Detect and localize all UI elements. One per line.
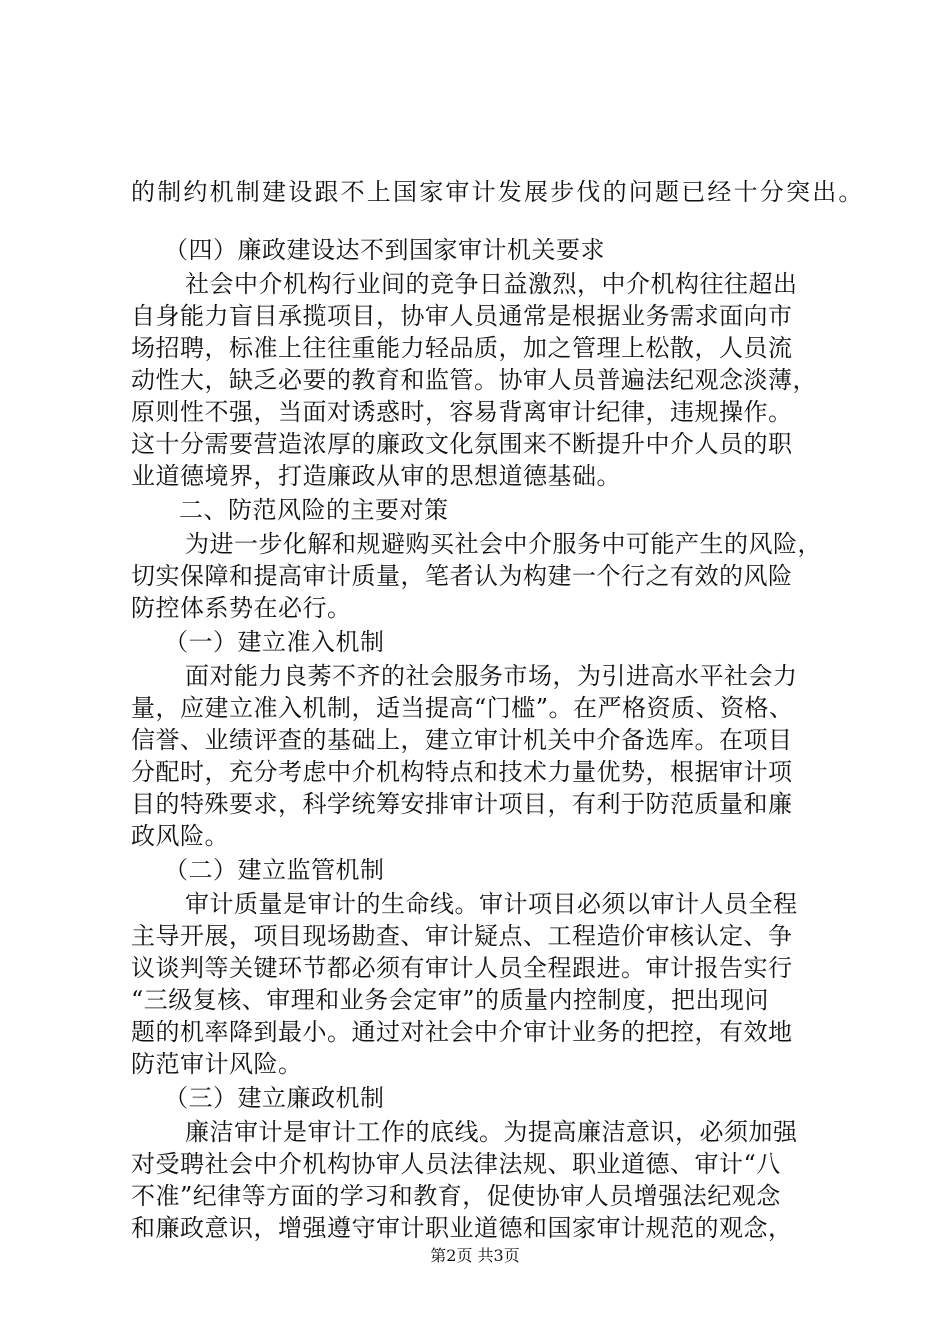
body-line: 切实保障和提高审计质量，笔者认为构建一个行之有效的风险 (131, 562, 793, 590)
body-line: 廉洁审计是审计工作的底线。为提高廉洁意识，必须加强 (185, 1118, 798, 1146)
body-line: 题的机率降到最小。通过对社会中介审计业务的把控，有效地 (131, 1018, 793, 1046)
body-line: 目的特殊要求，科学统筹安排审计项目，有利于防范质量和廉 (131, 790, 793, 818)
body-line: 分配时，充分考虑中介机构特点和技术力量优势，根据审计项 (131, 758, 793, 786)
body-line: 的制约机制建设跟不上国家审计发展步伐的问题已经十分突出。 (131, 178, 865, 206)
body-line: 审计质量是审计的生命线。审计项目必须以审计人员全程 (185, 890, 798, 918)
page-footer: 第2页 共3页 (430, 1246, 520, 1265)
body-line: 社会中介机构行业间的竞争日益激烈，中介机构往往超出 (185, 270, 798, 298)
section-heading: （三）建立廉政机制 (164, 1084, 385, 1112)
body-line: 为进一步化解和规避购买社会中介服务中可能产生的风险， (185, 530, 822, 558)
body-line: 面对能力良莠不齐的社会服务市场，为引进高水平社会力 (185, 662, 798, 690)
body-line: “三级复核、审理和业务会定审”的质量内控制度，把出现问 (131, 986, 770, 1014)
body-line: 信誉、业绩评查的基础上，建立审计机关中介备选库。在项目 (131, 726, 793, 754)
body-line: 量，应建立准入机制，适当提高“门槛”。在严格资质、资格、 (131, 694, 794, 722)
body-line: 对受聘社会中介机构协审人员法律法规、职业道德、审计“八 (131, 1150, 781, 1178)
body-line: 防控体系势在必行。 (131, 594, 352, 622)
body-line: 场招聘，标准上往往重能力轻品质，加之管理上松散，人员流 (131, 334, 793, 362)
section-heading: （四）廉政建设达不到国家审计机关要求 (164, 236, 605, 264)
body-line: 这十分需要营造浓厚的廉政文化氛围来不断提升中介人员的职 (131, 430, 793, 458)
body-line: 政风险。 (131, 822, 229, 850)
body-line: 自身能力盲目承揽项目，协审人员通常是根据业务需求面向市 (131, 302, 793, 330)
body-line: 防范审计风险。 (131, 1050, 303, 1078)
section-heading: （一）建立准入机制 (164, 628, 385, 656)
section-heading: （二）建立监管机制 (164, 856, 385, 884)
body-line: 议谈判等关键环节都必须有审计人员全程跟进。审计报告实行 (131, 954, 793, 982)
body-line: 主导开展，项目现场勘查、审计疑点、工程造价审核认定、争 (131, 922, 793, 950)
body-line: 原则性不强，当面对诱惑时，容易背离审计纪律，违规操作。 (131, 398, 793, 426)
body-line: 业道德境界，打造廉政从审的思想道德基础。 (131, 462, 621, 490)
body-line: 和廉政意识，增强遵守审计职业道德和国家审计规范的观念， (131, 1214, 793, 1242)
body-line: 不准”纪律等方面的学习和教育，促使协审人员增强法纪观念 (131, 1182, 781, 1210)
body-line: 动性大，缺乏必要的教育和监管。协审人员普遍法纪观念淡薄， (131, 366, 817, 394)
section-heading: 二、防范风险的主要对策 (179, 496, 449, 524)
